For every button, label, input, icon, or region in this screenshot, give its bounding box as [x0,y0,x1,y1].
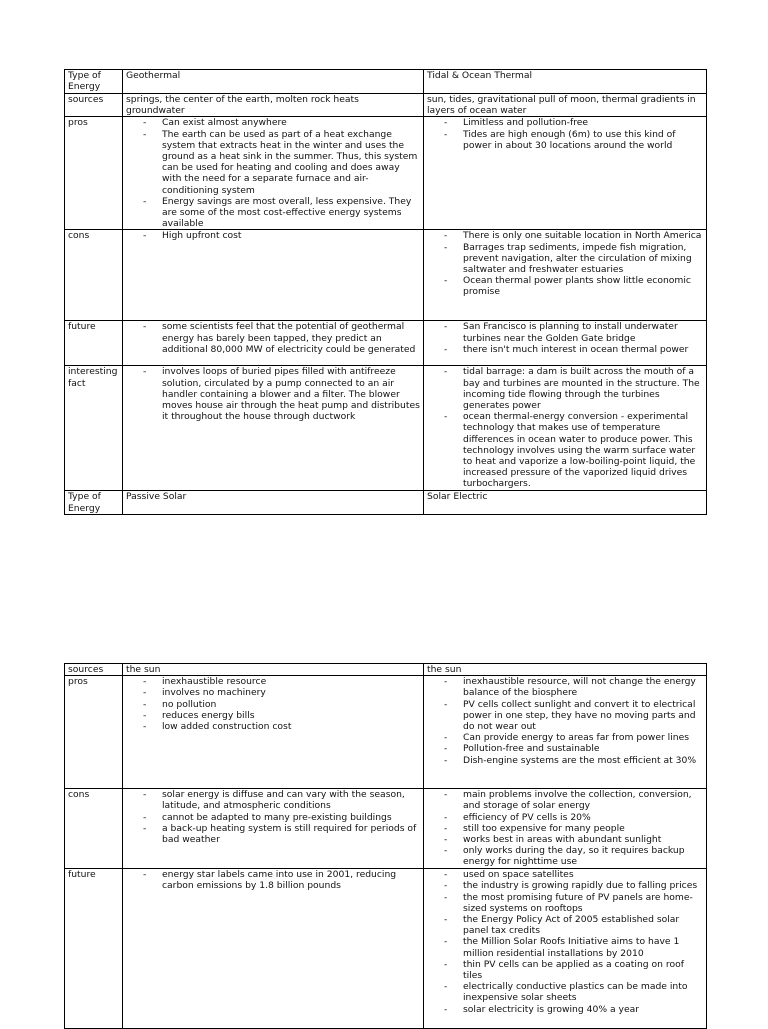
bullet-item: - the most promising future of PV panels are home-sized systems on rooftops [444,892,703,914]
table-cell [123,321,424,366]
table-cell: sun, tides, gravitational pull of moon, thermal gradients in layers of ocean water [424,94,707,117]
table-cell [424,230,707,321]
bullet-item: - the Million Solar Roofs Initiative aims to have 1 million residential installations by 2010 [444,936,703,958]
bullet-list [427,789,703,867]
bullet-item: - inexhaustible resource, will not change the energy balance of the biosphere [444,676,703,698]
column-heading-solar-electric: Solar Electric [424,491,707,515]
bullet-item: - used on space satellites [444,869,703,880]
table-cell [123,789,424,869]
bullet-item: - ocean thermal-energy conversion - experimental technology that makes use of temperature differences in ocean water to produce power. This technology involves using the warm surface water to heat and vaporize a low-boiling-point liquid, the increased pressure of the vaporized liquid drives turbochargers. [444,411,703,489]
bullet-list [126,789,420,845]
bullet-list [126,869,420,891]
table-row-future [65,869,707,1029]
row-label: sources [65,664,123,676]
row-label: cons [65,230,123,321]
table-cell [424,321,707,366]
table-row-type-of-energy [65,70,707,94]
table-cell [123,869,424,1029]
bullet-item: - Can provide energy to areas far from power lines [444,732,703,743]
table-row-type-of-energy-2 [65,491,707,515]
table-cell [424,117,707,230]
column-heading-geothermal: Geothermal [123,70,424,94]
bullet-list [126,230,420,241]
bullet-item: - Can exist almost anywhere [143,117,420,128]
table-row-interesting-fact [65,366,707,491]
bullet-item: - High upfront cost [143,230,420,241]
table-cell [424,869,707,1029]
row-label: pros [65,117,123,230]
bullet-item: - a back-up heating system is still required for periods of bad weather [143,823,420,845]
bullet-item: - some scientists feel that the potential of geothermal energy has barely been tapped, they predict an additional 80,000 MW of electricity could be generated [143,321,420,355]
bullet-list [427,676,703,766]
bullet-item: - Pollution-free and sustainable [444,743,703,754]
bullet-list [126,321,420,355]
bullet-item: - electrically conductive plastics can be made into inexpensive solar sheets [444,981,703,1003]
column-heading-tidal-ocean: Tidal & Ocean Thermal [424,70,707,94]
table-row-pros [65,117,707,230]
bullet-list [427,230,703,297]
bullet-item: - cannot be adapted to many pre-existing buildings [143,812,420,823]
row-label: Type of Energy [65,491,123,515]
bullet-item: - Energy savings are most overall, less expensive. They are some of the most cost-effective energy systems available [143,196,420,230]
table-cell: the sun [424,664,707,676]
bullet-item: - no pollution [143,699,420,710]
table-cell: the sun [123,664,424,676]
bullet-item: - There is only one suitable location in North America [444,230,703,241]
bullet-item: - solar energy is diffuse and can vary with the season, latitude, and atmospheric conditions [143,789,420,811]
bullet-item: - the industry is growing rapidly due to falling prices [444,880,703,891]
row-label: future [65,321,123,366]
table-row-pros [65,676,707,789]
table-cell [424,366,707,491]
table-row-cons [65,789,707,869]
bullet-item: - The earth can be used as part of a heat exchange system that extracts heat in the winter and uses the ground as a heat sink in the summer. Thus, this system can be used for heating and cooling and does away with the need for a separate furnace and air-conditioning system [143,129,420,196]
bullet-item: - Tides are high enough (6m) to use this kind of power in about 30 locations around the world [444,129,703,151]
row-label: Type of Energy [65,70,123,94]
bullet-item: - only works during the day, so it requires backup energy for nighttime use [444,845,703,867]
bullet-list [427,321,703,355]
bullet-item: - involves loops of buried pipes filled with antifreeze solution, circulated by a pump connected to an air handler containing a blower and a filter. The blower moves house air through the heat pump and distributes it throughout the house through ductwork [143,366,420,422]
energy-comparison-table-2 [64,663,707,1029]
bullet-list [126,676,420,732]
bullet-item: - main problems involve the collection, conversion, and storage of solar energy [444,789,703,811]
table-cell [123,676,424,789]
bullet-item: - inexhaustible resource [143,676,420,687]
bullet-item: - works best in areas with abundant sunlight [444,834,703,845]
bullet-item: - still too expensive for many people [444,823,703,834]
bullet-item: - thin PV cells can be applied as a coating on roof tiles [444,959,703,981]
table-cell [424,789,707,869]
bullet-item: - San Francisco is planning to install underwater turbines near the Golden Gate bridge [444,321,703,343]
table-cell [123,117,424,230]
bullet-item: - PV cells collect sunlight and convert it to electrical power in one step, they have no moving parts and do not wear out [444,699,703,733]
column-heading-passive-solar: Passive Solar [123,491,424,515]
table-cell [123,366,424,491]
bullet-item: - there isn't much interest in ocean thermal power [444,344,703,355]
bullet-item: - efficiency of PV cells is 20% [444,812,703,823]
row-label: cons [65,789,123,869]
bullet-list [126,366,420,422]
bullet-list [126,117,420,229]
table-row-future [65,321,707,366]
table-cell [123,230,424,321]
row-label: sources [65,94,123,117]
table-cell: springs, the center of the earth, molten rock heats groundwater [123,94,424,117]
bullet-item: - involves no machinery [143,687,420,698]
bullet-item: - solar electricity is growing 40% a year [444,1004,703,1015]
energy-comparison-table-1 [64,69,707,515]
bullet-item: - energy star labels came into use in 2001, reducing carbon emissions by 1.8 billion pounds [143,869,420,891]
bullet-item: - Limitless and pollution-free [444,117,703,128]
bullet-list [427,117,703,151]
table-row-sources [65,94,707,117]
bullet-item: - Dish-engine systems are the most efficient at 30% [444,755,703,766]
bullet-item: - low added construction cost [143,721,420,732]
table-row-sources [65,664,707,676]
row-label: pros [65,676,123,789]
row-label: interesting fact [65,366,123,491]
bullet-list [427,869,703,1015]
table-cell [424,676,707,789]
table-row-cons [65,230,707,321]
bullet-list [427,366,703,489]
bullet-item: - reduces energy bills [143,710,420,721]
bullet-item: - Ocean thermal power plants show little economic promise [444,275,703,297]
bullet-item: - Barrages trap sediments, impede fish migration, prevent navigation, alter the circulation of mixing saltwater and freshwater estuaries [444,242,703,276]
bullet-item: - the Energy Policy Act of 2005 established solar panel tax credits [444,914,703,936]
bullet-item: - tidal barrage: a dam is built across the mouth of a bay and turbines are mounted in the structure. The incoming tide flowing through the turbines generates power [444,366,703,411]
row-label: future [65,869,123,1029]
